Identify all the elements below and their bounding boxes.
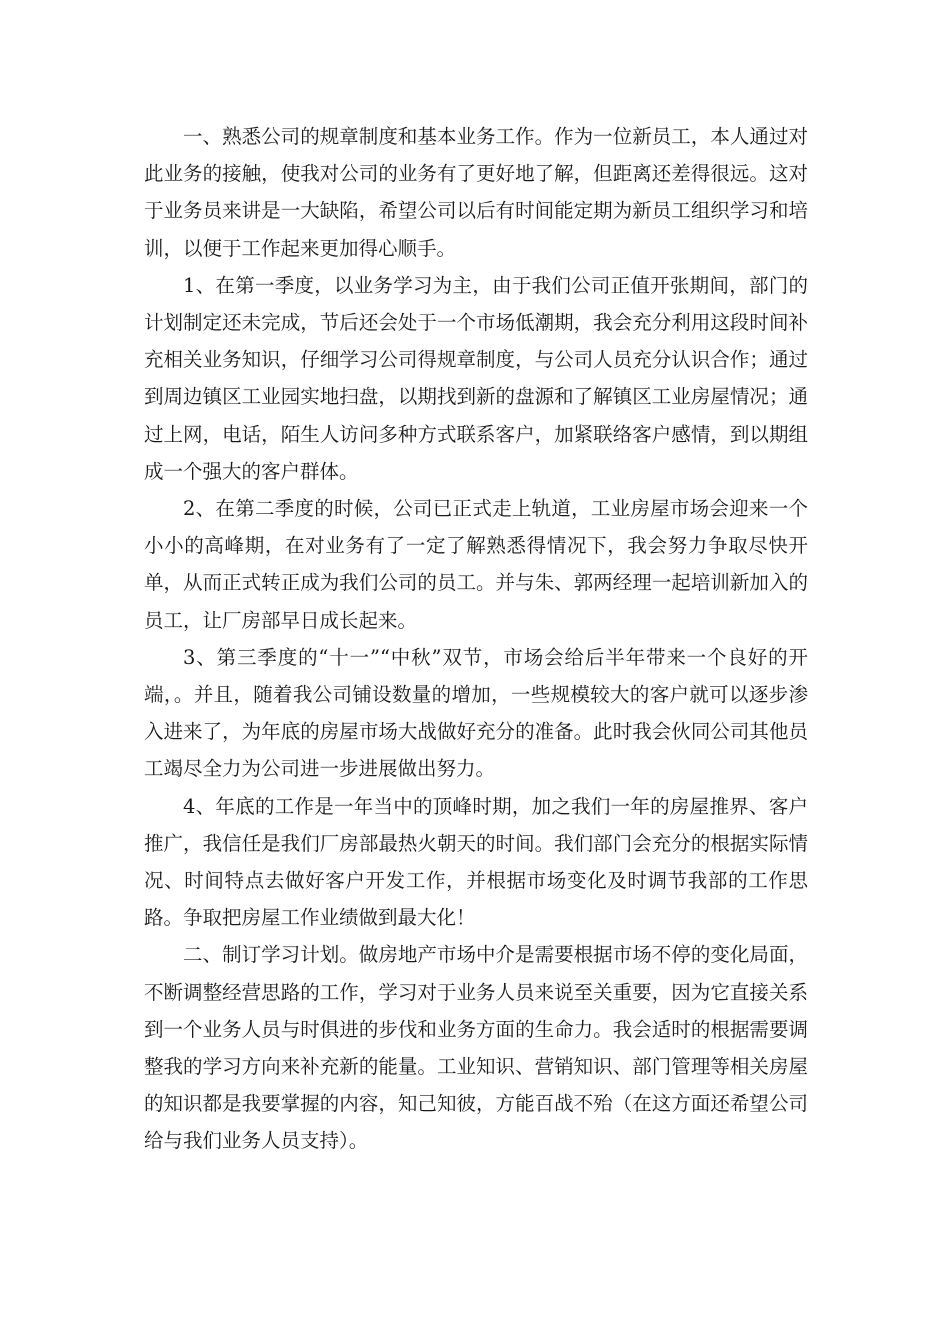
paragraph-4: 3、第三季度的“十一”“中秋”双节，市场会给后半年带来一个良好的开端，。并且，随着我公司铺设数量的增加，一些规模较大的客户就可以逐步渗入进来了，为年底的房屋市场大战做好充分的准备。此时我会伙同公司其他员工竭尽全力为公司进一步进展做出努力。 — [144, 645, 808, 781]
paragraph-3: 2、在第二季度的时候，公司已正式走上轨道，工业房屋市场会迎来一个小小的高峰期，在对业务有了一定了解熟悉得情况下，我会努力争取尽快开单，从而正式转正成为我们公司的员工。并与朱、郭两经理一起培训新加入的员工，让厂房部早日成长起来。 — [144, 497, 808, 632]
paragraph-5: 4、年底的工作是一年当中的顶峰时期，加之我们一年的房屋推界、客户推广，我信任是我们厂房部最热火朝天的时间。我们部门会充分的根据实际情况、时间特点去做好客户开发工作，并根据市场变化及时调节我部的工作思路。争取把房屋工作业绩做到最大化！ — [144, 794, 808, 930]
paragraph-6: 二、制订学习计划。做房地产市场中介是需要根据市场不停的变化局面，不断调整经营思路的工作，学习对于业务人员来说至关重要，因为它直接关系到一个业务人员与时俱进的步伐和业务方面的生命力。我会适时的根据需要调整我的学习方向来补充新的能量。工业知识、营销知识、部门管理等相关房屋的知识都是我要掌握的内容，知己知彼，方能百战不殆（在这方面还希望公司给与我们业务人员支持）。 — [144, 943, 808, 1153]
paragraph-2: 1、在第一季度，以业务学习为主，由于我们公司正值开张期间，部门的计划制定还未完成，节后还会处于一个市场低潮期，我会充分利用这段时间补充相关业务知识，仔细学习公司得规章制度，与公司人员充分认识合作；通过到周边镇区工业园实地扫盘，以期找到新的盘源和了解镇区工业房屋情况；通过上网，电话，陌生人访问多种方式联系客户，加紧联络客户感情，到以期组成一个强大的客户群体。 — [144, 273, 808, 483]
document-body — [144, 118, 808, 1160]
paragraph-1: 一、熟悉公司的规章制度和基本业务工作。作为一位新员工，本人通过对此业务的接触，使我对公司的业务有了更好地了解，但距离还差得很远。这对于业务员来讲是一大缺陷，希望公司以后有时间能定期为新员工组织学习和培训，以便于工作起来更加得心顺手。 — [144, 125, 808, 260]
